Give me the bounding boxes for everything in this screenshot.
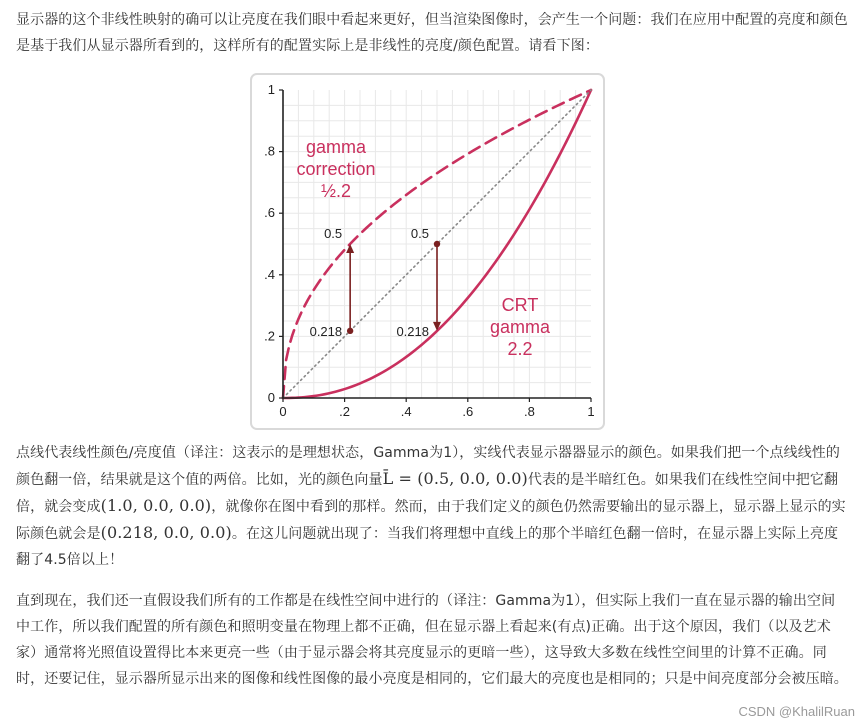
y-tick-label: .2 bbox=[264, 328, 275, 344]
y-tick-label: 1 bbox=[267, 82, 275, 97]
math-doubled-color: (1.0, 0.0, 0.0) bbox=[100, 496, 212, 515]
arrow-head bbox=[346, 244, 354, 253]
explanation-text-3: ，就像你在图中看到的那样。然而，由于我们定义的颜色仍然需要输出的显示器上，显示器上显示的实际颜色就会是 bbox=[16, 499, 846, 542]
x-tick-label: 1 bbox=[587, 404, 595, 419]
y-tick-label: 0 bbox=[267, 390, 275, 405]
y-tick-label: .4 bbox=[264, 266, 275, 282]
series-annotation-line: 2.2 bbox=[507, 339, 533, 359]
x-tick-label: 0 bbox=[279, 404, 287, 419]
series-annotation-line: gamma bbox=[305, 137, 367, 157]
x-tick-label: .4 bbox=[400, 404, 412, 419]
gamma-figure bbox=[250, 73, 605, 430]
series-annotation-line: ½.2 bbox=[320, 181, 352, 201]
arrow-tail-dot bbox=[347, 328, 353, 334]
arrow-tail-dot bbox=[434, 241, 440, 247]
arrow-label-bottom: 0.218 bbox=[309, 323, 343, 339]
label-layer bbox=[296, 137, 551, 359]
x-tick-label: .2 bbox=[339, 404, 351, 419]
y-tick-label: .8 bbox=[264, 143, 275, 159]
explanation-paragraph bbox=[16, 440, 848, 573]
gamma-chart bbox=[252, 75, 603, 428]
explanation-text-2: 代表的是半暗红色。如果我们在线性空间中把它翻倍，就会变成 bbox=[16, 472, 839, 515]
arrow-label-top: 0.5 bbox=[410, 226, 429, 241]
x-tick-label: .8 bbox=[523, 404, 535, 419]
series-annotation-line: correction bbox=[296, 159, 376, 179]
math-display-color: (0.218, 0.0, 0.0) bbox=[100, 523, 232, 542]
x-tick-label: .6 bbox=[462, 404, 474, 419]
arrow-label-bottom: 0.218 bbox=[396, 323, 429, 339]
csdn-watermark: CSDN @KhalilRuan bbox=[738, 704, 855, 719]
intro-paragraph: 显示器的这个非线性映射的确可以让亮度在我们眼中看起来更好，但当渲染图像时，会产生一个问题：我们在应用中配置的亮度和颜色是基于我们从显示器所看到的，这样所有的配置实际上是非线性的亮度/颜色配置。请看下图： bbox=[16, 12, 848, 54]
series-annotation-line: CRT bbox=[501, 295, 539, 315]
arrow-label-top: 0.5 bbox=[324, 226, 343, 241]
explanation-text-4: 。在这儿问题就出现了：当我们将理想中直线上的那个半暗红色翻一倍时，在显示器上实际上亮度翻了4.5倍以上！ bbox=[16, 526, 839, 568]
explanation-text-1: 点线代表线性颜色/亮度值（译注：这表示的是理想状态，Gamma为1），实线代表显示器器显示的颜色。如果我们把一个点线线性的颜色翻一倍，结果就是这个值的两倍。比如，光的颜色向量 bbox=[16, 445, 841, 488]
math-light-color: L̄ = (0.5, 0.0, 0.0) bbox=[382, 469, 528, 488]
conclusion-paragraph: 直到现在，我们还一直假设我们所有的工作都是在线性空间中进行的（译注：Gamma为1），但实际上我们一直在显示器的输出空间中工作，所以我们配置的所有颜色和照明变量在物理上都不正确，但在显示器上看起来(有点)正确。出于这个原因，我们（以及艺术家）通常将光照值设置得比本来更亮一些（由于显示器会将其亮度显示的更暗一些），这导致大多数在线性空间里的计算不正确。同时，还要记住，显示器所显示出来的图像和线性图像的最小亮度是相同的，它们最大的亮度也是相同的；只是中间亮度部分会被压暗。 bbox=[16, 593, 848, 687]
y-tick-label: .6 bbox=[264, 205, 275, 221]
series-annotation-line: gamma bbox=[489, 317, 551, 337]
